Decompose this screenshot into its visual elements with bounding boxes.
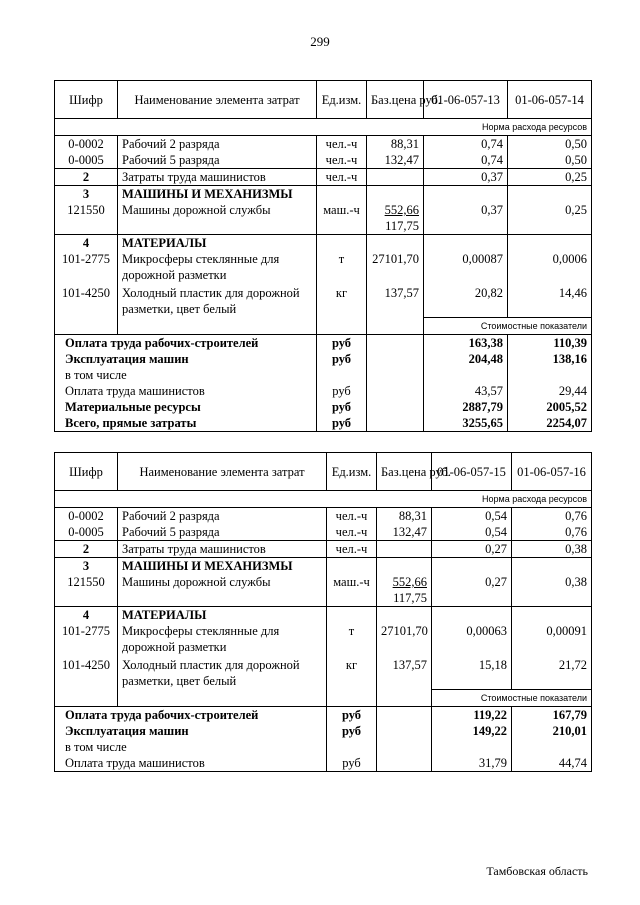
cost-unit: руб — [317, 383, 367, 399]
row-code: 101-4250 — [55, 283, 118, 317]
section-code: 3 — [55, 186, 118, 203]
row-value-1: 0,37 — [424, 202, 508, 235]
row-value-2: 21,72 — [512, 655, 592, 689]
row-name — [118, 655, 327, 689]
row-value-2: 0,25 — [508, 169, 592, 186]
cost-label-row — [55, 689, 592, 706]
row-unit: чел.-ч — [317, 169, 367, 186]
row-value-1: 0,27 — [432, 541, 512, 558]
row-value-1: 0,37 — [424, 169, 508, 186]
cost-value-1: 163,38 — [424, 334, 508, 351]
row-value-2: 0,76 — [512, 524, 592, 541]
header-base-price: Баз.цена руб. — [377, 453, 432, 491]
norm-label: Норма расхода ресурсов — [424, 119, 592, 136]
cost-name: в том числе — [55, 739, 327, 755]
cost-name: Оплата труда машинистов — [55, 383, 317, 399]
region-footer: Тамбовская область — [486, 864, 588, 878]
row-name: Рабочий 2 разряда — [118, 508, 327, 525]
section-row — [55, 235, 592, 252]
row-code: 0-0005 — [55, 152, 118, 169]
row-unit: т — [327, 623, 377, 655]
row-value-2: 0,50 — [508, 152, 592, 169]
header-name: Наименование элемента затрат — [118, 81, 317, 119]
cost-name: Оплата труда рабочих-строителей — [55, 706, 327, 723]
header-col-1: 01-06-057-13 — [424, 81, 508, 119]
cost-value-2: 44,74 — [512, 755, 592, 772]
table-header — [55, 81, 592, 119]
cost-row — [55, 739, 592, 755]
page-number: 299 — [310, 34, 330, 49]
cost-name: Оплата труда рабочих-строителей — [55, 334, 317, 351]
cost-value-2: 2005,52 — [508, 399, 592, 415]
row-value-2: 0,38 — [512, 541, 592, 558]
cost-unit: руб — [317, 415, 367, 432]
section-title: МАШИНЫ И МЕХАНИЗМЫ — [118, 558, 327, 575]
row-code: 101-2775 — [55, 251, 118, 283]
cost-table-1 — [54, 80, 592, 432]
header-col-1: 01-06-057-15 — [432, 453, 512, 491]
row-unit: чел.-ч — [327, 508, 377, 525]
header-code: Шифр — [55, 453, 118, 491]
row-code: 0-0005 — [55, 524, 118, 541]
price-numerator: 552,66 — [384, 203, 419, 217]
row-value-1: 20,82 — [424, 283, 508, 317]
row-code: 2 — [55, 541, 118, 558]
row-name-line: Микросферы стеклянные для — [122, 252, 280, 266]
header-unit: Ед.изм. — [317, 81, 367, 119]
row-code: 101-2775 — [55, 623, 118, 655]
cost-name: Эксплуатация машин — [55, 723, 327, 739]
cost-value-2: 210,01 — [512, 723, 592, 739]
row-name: Рабочий 5 разряда — [118, 524, 327, 541]
cost-value-2: 2254,07 — [508, 415, 592, 432]
cost-row — [55, 383, 592, 399]
row-unit: чел.-ч — [327, 541, 377, 558]
section-row — [55, 558, 592, 575]
cost-name: Оплата труда машинистов — [55, 755, 327, 772]
row-code: 0-0002 — [55, 136, 118, 153]
section-code: 3 — [55, 558, 118, 575]
cost-unit: руб — [317, 334, 367, 351]
header-code: Шифр — [55, 81, 118, 119]
row-unit: кг — [317, 283, 367, 317]
row-price — [377, 574, 432, 607]
row-name-line: дорожной разметки — [122, 268, 227, 282]
row-value-1: 0,00063 — [432, 623, 512, 655]
cost-unit: руб — [327, 755, 377, 772]
cost-value-1: 149,22 — [432, 723, 512, 739]
row-price: 88,31 — [367, 136, 424, 153]
norm-label-row — [55, 119, 592, 136]
row-price: 137,57 — [367, 283, 424, 317]
section-row — [55, 186, 592, 203]
header-base-price: Баз.цена руб. — [367, 81, 424, 119]
table-row — [55, 136, 592, 153]
price-denominator: 117,75 — [385, 219, 419, 233]
row-unit: маш.-ч — [317, 202, 367, 235]
row-value-1: 15,18 — [432, 655, 512, 689]
table-row — [55, 524, 592, 541]
cost-name: Всего, прямые затраты — [55, 415, 317, 432]
row-name: Машины дорожной службы — [118, 202, 317, 235]
table-row — [55, 574, 592, 607]
row-unit: маш.-ч — [327, 574, 377, 607]
row-price: 132,47 — [377, 524, 432, 541]
table-row — [55, 202, 592, 235]
table-row — [55, 152, 592, 169]
cost-row — [55, 415, 592, 432]
header-name: Наименование элемента затрат — [118, 453, 327, 491]
cost-row — [55, 399, 592, 415]
cost-name: в том числе — [55, 367, 317, 383]
section-row — [55, 607, 592, 624]
cost-value-1: 31,79 — [432, 755, 512, 772]
row-price: 88,31 — [377, 508, 432, 525]
row-price: 27101,70 — [377, 623, 432, 655]
row-name-line: Холодный пластик для дорожной — [122, 286, 300, 300]
section-title: МАТЕРИАЛЫ — [118, 235, 317, 252]
row-value-2: 0,76 — [512, 508, 592, 525]
table-row — [55, 508, 592, 525]
cost-value-1: 43,57 — [424, 383, 508, 399]
cost-row — [55, 351, 592, 367]
cost-label: Стоимостные показатели — [424, 317, 592, 334]
row-name-line: Холодный пластик для дорожной — [122, 658, 300, 672]
row-unit: кг — [327, 655, 377, 689]
cost-row — [55, 755, 592, 772]
header-col-2: 01-06-057-14 — [508, 81, 592, 119]
cost-value-2: 167,79 — [512, 706, 592, 723]
table-row — [55, 251, 592, 283]
row-value-1: 0,00087 — [424, 251, 508, 283]
row-price: 137,57 — [377, 655, 432, 689]
cost-value-2: 110,39 — [508, 334, 592, 351]
cost-row — [55, 367, 592, 383]
cost-unit: руб — [327, 706, 377, 723]
row-name — [118, 283, 317, 317]
row-value-1: 0,27 — [432, 574, 512, 607]
table-row — [55, 655, 592, 689]
row-name: Рабочий 5 разряда — [118, 152, 317, 169]
row-value-2: 14,46 — [508, 283, 592, 317]
table-row — [55, 283, 592, 317]
cost-value-2: 29,44 — [508, 383, 592, 399]
row-code: 121550 — [55, 202, 118, 235]
row-code: 101-4250 — [55, 655, 118, 689]
cost-table-2 — [54, 452, 592, 772]
section-code: 4 — [55, 235, 118, 252]
row-unit: т — [317, 251, 367, 283]
cost-name: Материальные ресурсы — [55, 399, 317, 415]
row-name: Затраты труда машинистов — [118, 541, 327, 558]
row-unit: чел.-ч — [327, 524, 377, 541]
table-row — [55, 623, 592, 655]
norm-label-row — [55, 491, 592, 508]
row-name: Затраты труда машинистов — [118, 169, 317, 186]
row-value-1: 0,54 — [432, 524, 512, 541]
row-value-1: 0,54 — [432, 508, 512, 525]
section-code: 4 — [55, 607, 118, 624]
cost-row — [55, 334, 592, 351]
header-col-2: 01-06-057-16 — [512, 453, 592, 491]
row-value-1: 0,74 — [424, 136, 508, 153]
cost-label-row — [55, 317, 592, 334]
row-price: 132,47 — [367, 152, 424, 169]
norm-label: Норма расхода ресурсов — [432, 491, 592, 508]
row-name-line: разметки, цвет белый — [122, 302, 237, 316]
cost-row — [55, 706, 592, 723]
row-value-2: 0,38 — [512, 574, 592, 607]
table-row — [55, 541, 592, 558]
cost-value-1: 119,22 — [432, 706, 512, 723]
row-value-2: 0,00091 — [512, 623, 592, 655]
table-row — [55, 169, 592, 186]
row-value-2: 0,0006 — [508, 251, 592, 283]
header-unit: Ед.изм. — [327, 453, 377, 491]
cost-unit: руб — [327, 723, 377, 739]
row-name-line: Микросферы стеклянные для — [122, 624, 280, 638]
row-name — [118, 251, 317, 283]
cost-value-2: 138,16 — [508, 351, 592, 367]
cost-value-1: 2887,79 — [424, 399, 508, 415]
row-name-line: дорожной разметки — [122, 640, 227, 654]
row-name: Рабочий 2 разряда — [118, 136, 317, 153]
cost-unit: руб — [317, 399, 367, 415]
row-code: 0-0002 — [55, 508, 118, 525]
cost-label: Стоимостные показатели — [432, 689, 592, 706]
row-code: 121550 — [55, 574, 118, 607]
row-name: Машины дорожной службы — [118, 574, 327, 607]
price-numerator: 552,66 — [392, 575, 427, 589]
price-denominator: 117,75 — [393, 591, 427, 605]
row-unit: чел.-ч — [317, 136, 367, 153]
row-price: 27101,70 — [367, 251, 424, 283]
row-value-2: 0,50 — [508, 136, 592, 153]
row-value-2: 0,25 — [508, 202, 592, 235]
section-title: МАТЕРИАЛЫ — [118, 607, 327, 624]
cost-value-1: 3255,65 — [424, 415, 508, 432]
cost-name: Эксплуатация машин — [55, 351, 317, 367]
row-price — [367, 202, 424, 235]
row-unit: чел.-ч — [317, 152, 367, 169]
cost-value-1: 204,48 — [424, 351, 508, 367]
row-code: 2 — [55, 169, 118, 186]
cost-row — [55, 723, 592, 739]
row-value-1: 0,74 — [424, 152, 508, 169]
section-title: МАШИНЫ И МЕХАНИЗМЫ — [118, 186, 317, 203]
row-name-line: разметки, цвет белый — [122, 674, 237, 688]
table-header — [55, 453, 592, 491]
cost-unit: руб — [317, 351, 367, 367]
row-name — [118, 623, 327, 655]
